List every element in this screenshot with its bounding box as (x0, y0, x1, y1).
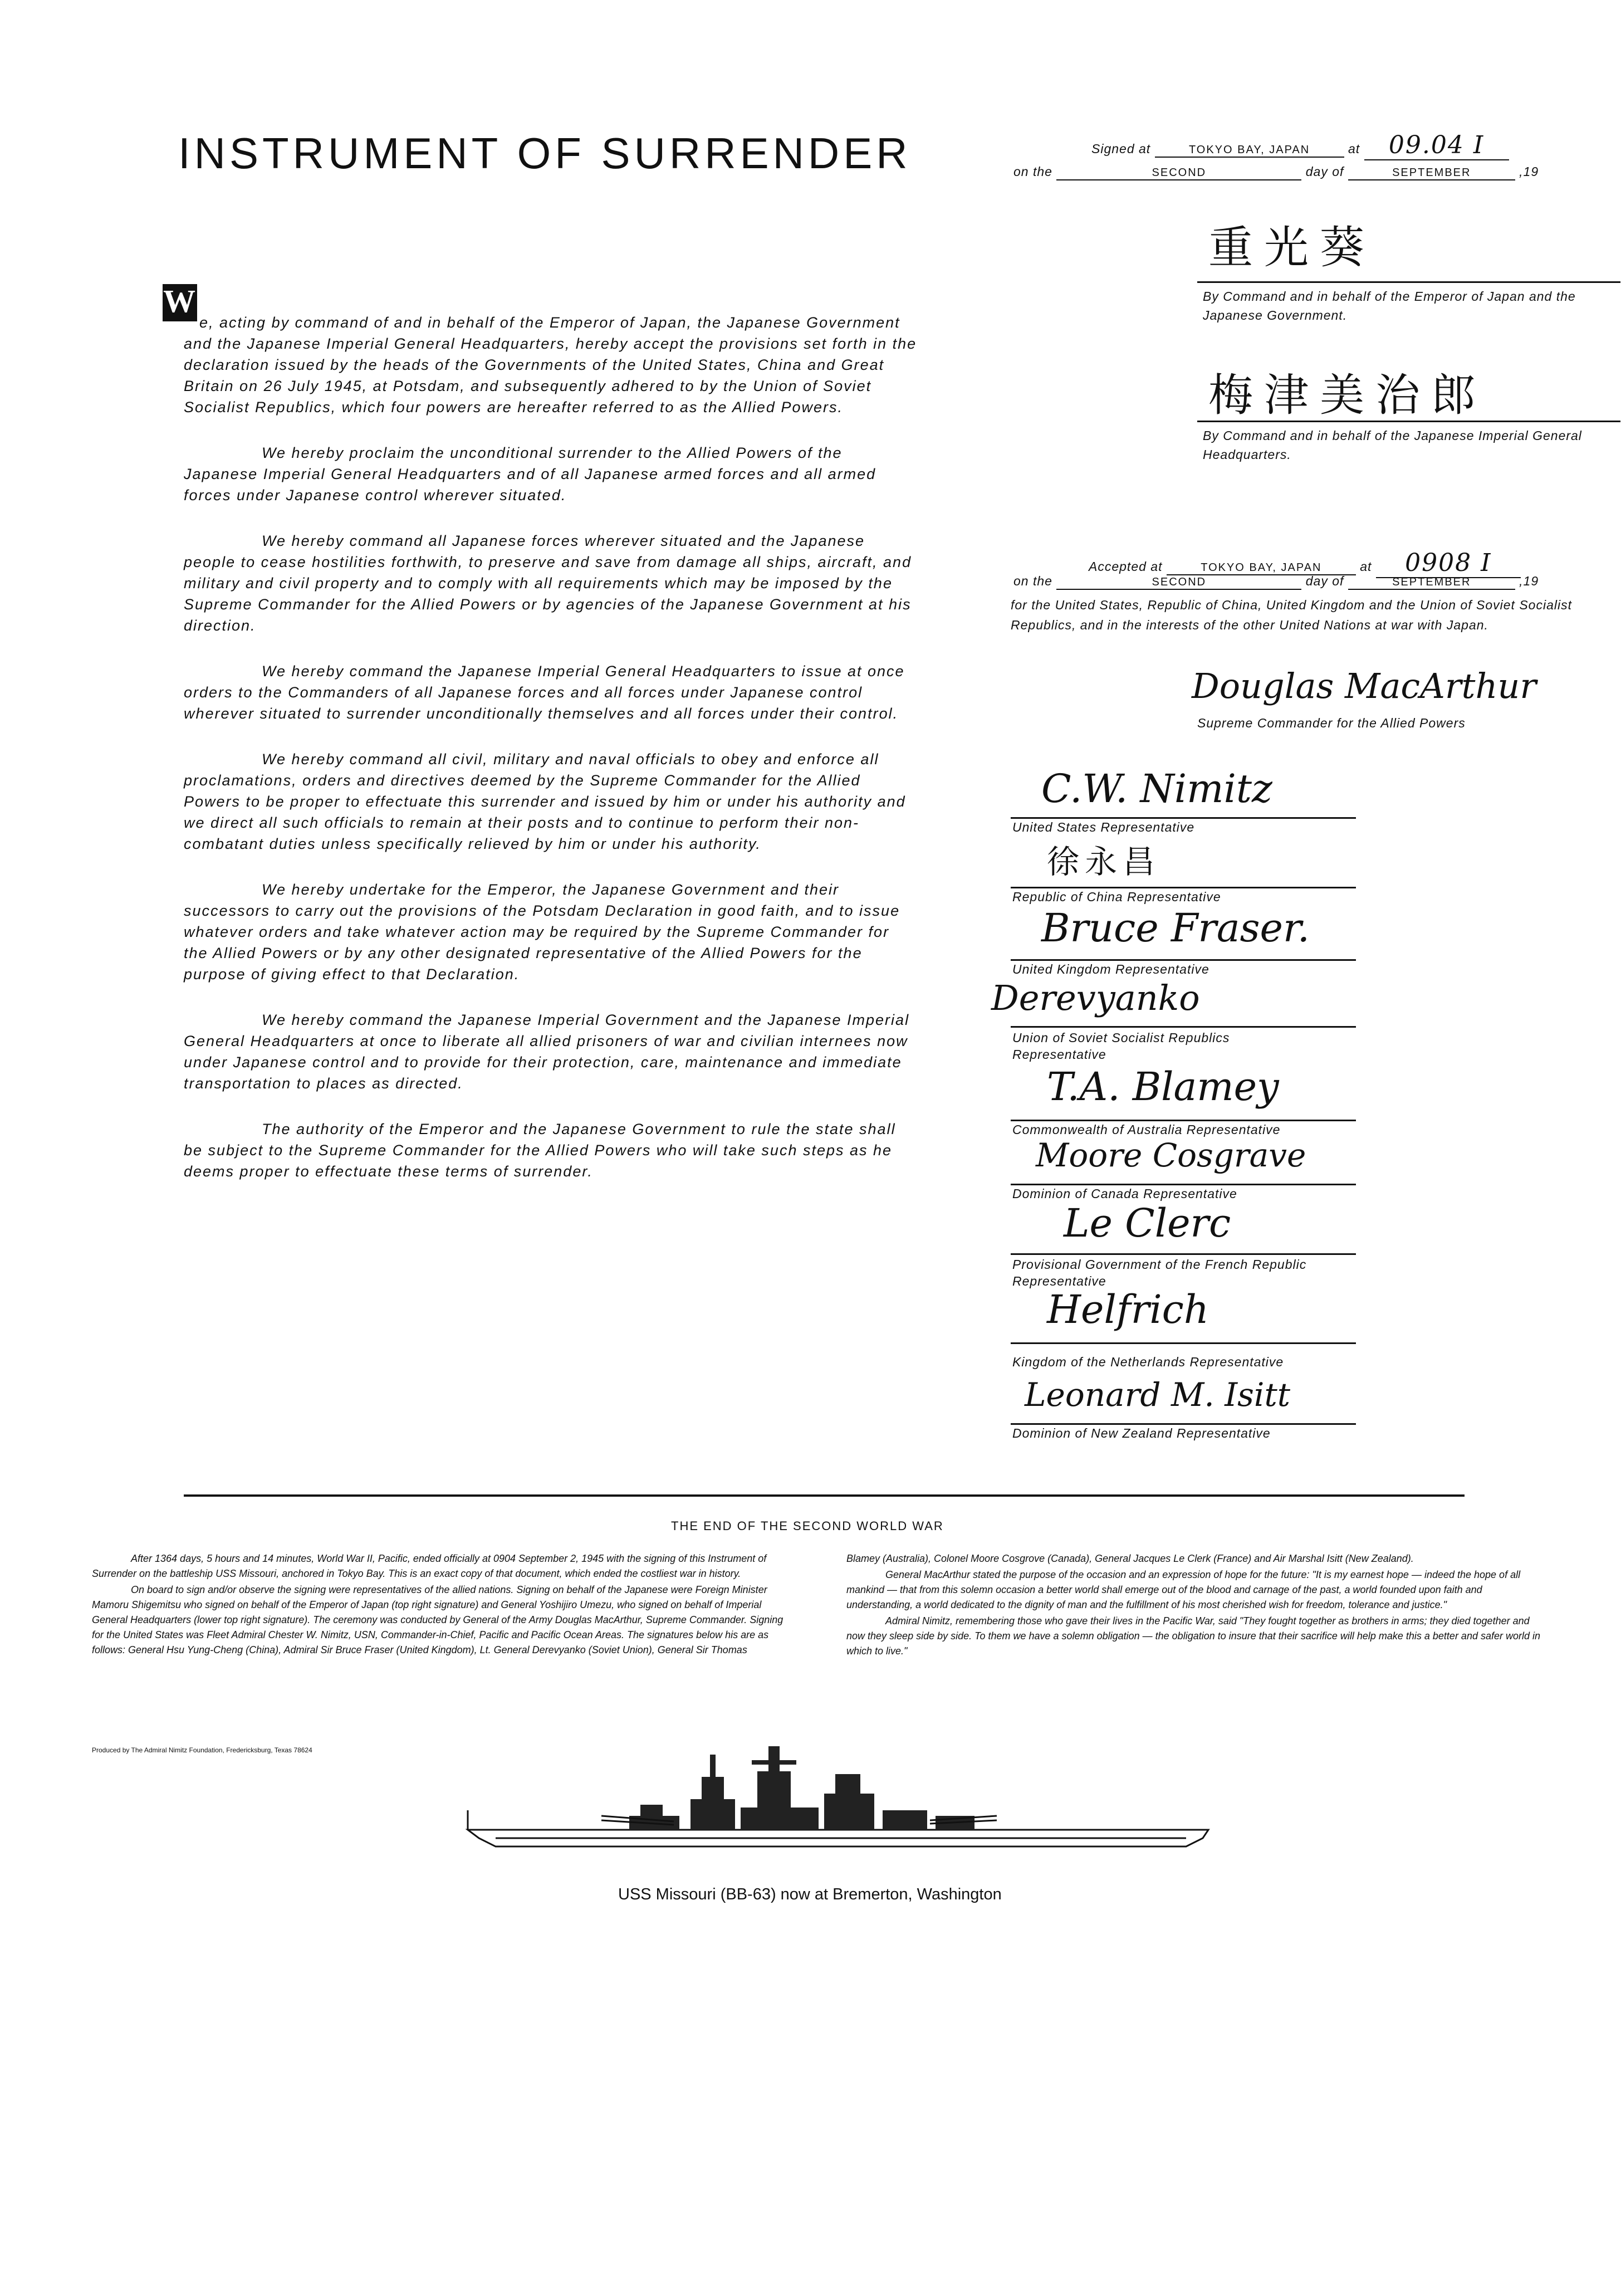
shigemitsu-caption: By Command and in behalf of the Emperor of Japan and the Japanese Government. (1203, 289, 1576, 323)
footer-column-left (92, 1551, 794, 1659)
surrender-text (163, 283, 919, 1206)
umezu-signature: 梅津美治郎 (1208, 369, 1487, 421)
battleship-illustration (462, 1732, 1231, 1894)
footer-left-paragraph-1: After 1364 days, 5 hours and 14 minutes, World War II, Pacific, ended officially at 0904 September 2, 1945 with the signing of this Instrument of Surrender on the battleship USS Missouri, anchored in Tokyo Bay. This is an exact copy of that document, which ended the costliest war in history. (92, 1553, 767, 1579)
rep-caption-france: Provisional Government of the French Republic Representative (1012, 1257, 1307, 1288)
producer-credit: Produced by The Admiral Nimitz Foundation, Fredericksburg, Texas 78624 (92, 1746, 312, 1754)
on-the-label: on the (1013, 164, 1052, 179)
paragraph-2: We hereby proclaim the unconditional surrender to the Allied Powers of the Japanese Imperial General Headquarters and of all Japanese armed forces and all armed forces under Japanese control wherever situated. (184, 444, 876, 504)
shigemitsu-signature: 重光葵 (1208, 222, 1375, 273)
accepted-at-label: Accepted at (1089, 559, 1163, 574)
rep-caption-uk: United Kingdom Representative (1012, 962, 1209, 976)
accepted-at-label-2: at (1360, 559, 1372, 574)
rep-line-uk (1011, 959, 1356, 961)
accepted-day: SECOND (1056, 576, 1301, 590)
macarthur-caption: Supreme Commander for the Allied Powers (1197, 716, 1466, 730)
signed-at-label: Signed at (1091, 141, 1151, 156)
rep-line-china (1011, 887, 1356, 888)
rep-line-france (1011, 1253, 1356, 1255)
drop-cap: W (163, 284, 197, 321)
paragraph-4: We hereby command the Japanese Imperial General Headquarters to issue at once orders to the Commanders of all Japanese forces and all forces under Japanese control wherever situated to surrender unconditionally themselves and all forces under their control. (184, 663, 905, 722)
rep-signature-france: Le Clerc (1064, 1200, 1231, 1246)
rep-caption-australia: Commonwealth of Australia Representative (1012, 1122, 1281, 1137)
paragraph-5: We hereby command all civil, military and naval officials to obey and enforce all proclamations, orders and directives deemed by the Supreme Commander for the Allied Powers to be proper to effectuate this surrender and issued by him or under his authority and we direct all such officials to remain at their posts and to continue to perform their non-combatant duties unless specifically relieved by him or under his authority. (184, 751, 906, 852)
rep-line-newzealand (1011, 1423, 1356, 1425)
footer-right-paragraph-3: Admiral Nimitz, remembering those who gave their lives in the Pacific War, said "They fought together as brothers in arms; they died together and now they sleep side by side. To them we have a solemn obligation — the obligation to insure that their sacrifice will help make this a better and safer world in which to live." (846, 1615, 1541, 1657)
footer-right-paragraph-1: Blamey (Australia), Colonel Moore Cosgrove (Canada), General Jacques Le Clerk (France) and Air Marshal Isitt (New Zealand). (846, 1553, 1414, 1564)
rep-line-australia (1011, 1120, 1356, 1121)
year-prefix: ,19 (1519, 164, 1539, 179)
signed-at-place: TOKYO BAY, JAPAN (1155, 144, 1344, 158)
accepted-time: 0908 I (1376, 549, 1521, 578)
rep-signature-ussr: Derevyanko (991, 978, 1200, 1018)
rep-signature-newzealand: Leonard M. Isitt (1025, 1376, 1291, 1414)
ship-caption: USS Missouri (BB-63) now at Bremerton, Washington (618, 1885, 1002, 1903)
paragraph-7: We hereby command the Japanese Imperial Government and the Japanese Imperial General Headquarters at once to liberate all allied prisoners of war and civilian internees now under Japanese control and to provide for their protection, care, maintenance and immediate transportation to places as directed. (184, 1012, 910, 1092)
accepted-date-line: on the SECOND day of SEPTEMBER ,19 (1013, 574, 1539, 590)
signed-month: SEPTEMBER (1348, 167, 1515, 180)
signed-day: SECOND (1056, 167, 1301, 180)
at-label: at (1348, 141, 1360, 156)
signed-date-line (1013, 164, 1539, 180)
rep-caption-china: Republic of China Representative (1012, 890, 1221, 904)
document-title: INSTRUMENT OF SURRENDER (178, 129, 912, 178)
paragraph-8: The authority of the Emperor and the Japanese Government to rule the state shall be subject to the Supreme Commander for the Allied Powers who will take such steps as he deems proper to effectuate these terms of surrender. (184, 1121, 896, 1180)
rep-signature-australia: T.A. Blamey (1047, 1064, 1279, 1110)
paragraph-3: We hereby command all Japanese forces wherever situated and the Japanese people to cease hostilities forthwith, to preserve and save from damage all ships, aircraft, and military and civil property and to comply with all requirements which may be imposed by the Supreme Commander for the Allied Powers or by agencies of the Japanese Government at his direction. (184, 533, 912, 634)
macarthur-signature: Douglas MacArthur (1192, 666, 1536, 706)
rep-caption-newzealand: Dominion of New Zealand Representative (1012, 1426, 1271, 1440)
signed-time: 09.04 I (1364, 131, 1509, 160)
accepted-text: for the United States, Republic of China, United Kingdom and the Union of Soviet Socialist Republics, and in the interests of the other United Nations at war with Japan. (1011, 598, 1572, 632)
accepted-month: SEPTEMBER (1348, 576, 1515, 590)
footer-left-paragraph-2: On board to sign and/or observe the signing were representatives of the allied nations. Signing on behalf of the Japanese were Foreign Minister Mamoru Shigemitsu who signed on behalf of the Emperor of Japan (top right signature) and General Yoshijiro Umezu, who signed on behalf of Imperial General Headquarters (lower top right signature). The ceremony was conducted by General of the Army Douglas MacArthur, Supreme Commander. Signing for the United States was Fleet Admiral Chester W. Nimitz, USN, Commander-in-Chief, Pacific and Pacific Ocean Areas. The signatures below his are as follows: General Hsu Yung-Cheng (China), Admiral Sir Bruce Fraser (United Kingdom), Lt. General Derevyanko (Soviet Union), General Sir Thomas (92, 1584, 783, 1655)
paragraph-1-text: e, acting by command of and in behalf of the Emperor of Japan, the Japanese Government and the Japanese Imperial General Headquarters, hereby accept the provisions set forth in the declaration issued by the heads of the Governments of the United States, China and Great Britain on 26 July 1945, at Potsdam, and subsequently adhered to by the Union of Soviet Socialist Republics, which four powers are hereafter referred to as the Allied Powers. (184, 314, 917, 416)
rep-line-us (1011, 817, 1356, 819)
rep-signature-uk: Bruce Fraser. (1041, 905, 1310, 951)
footer-right-paragraph-2: General MacArthur stated the purpose of the occasion and an expression of hope for the future: "It is my earnest hope — indeed the hope of all mankind — that from this solemn occasion a better world shall emerge out of the blood and carnage of the past, a world founded upon faith and understanding, a world dedicated to the dignity of man and the fulfillment of his most cherished wish for freedom, tolerance and justice." (846, 1569, 1521, 1610)
rep-signature-us: C.W. Nimitz (1041, 766, 1272, 812)
sig-line-umezu (1197, 421, 1620, 422)
rep-line-netherlands (1011, 1342, 1356, 1344)
paragraph-1 (163, 283, 919, 418)
rep-caption-ussr: Union of Soviet Socialist Republics Representative (1012, 1030, 1230, 1062)
rep-caption-us: United States Representative (1012, 820, 1195, 834)
rep-caption-canada: Dominion of Canada Representative (1012, 1186, 1237, 1201)
sig-line-shigemitsu (1197, 281, 1620, 283)
umezu-caption: By Command and in behalf of the Japanese Imperial General Headquarters. (1203, 428, 1582, 462)
accepted-place: TOKYO BAY, JAPAN (1167, 561, 1356, 575)
footer-title: THE END OF THE SECOND WORLD WAR (671, 1519, 944, 1533)
rep-signature-china: 徐永昌 (1047, 843, 1161, 881)
signed-at-line (1091, 131, 1509, 160)
footer-divider (184, 1494, 1465, 1497)
paragraph-6: We hereby undertake for the Emperor, the Japanese Government and their successors to carry out the provisions of the Potsdam Declaration in good faith, and to issue whatever orders and take whatever action may be required by the Supreme Commander for the Allied Powers or by any other designated representative of the Allied Powers for the purpose of giving effect to that Declaration. (184, 881, 900, 983)
rep-signature-canada: Moore Cosgrave (1036, 1136, 1306, 1174)
rep-line-canada (1011, 1184, 1356, 1185)
rep-line-ussr (1011, 1026, 1356, 1028)
rep-signature-netherlands: Helfrich (1047, 1287, 1209, 1332)
rep-caption-netherlands: Kingdom of the Netherlands Representative (1012, 1355, 1284, 1369)
day-of-label: day of (1305, 164, 1344, 179)
footer-column-right (846, 1551, 1548, 1660)
